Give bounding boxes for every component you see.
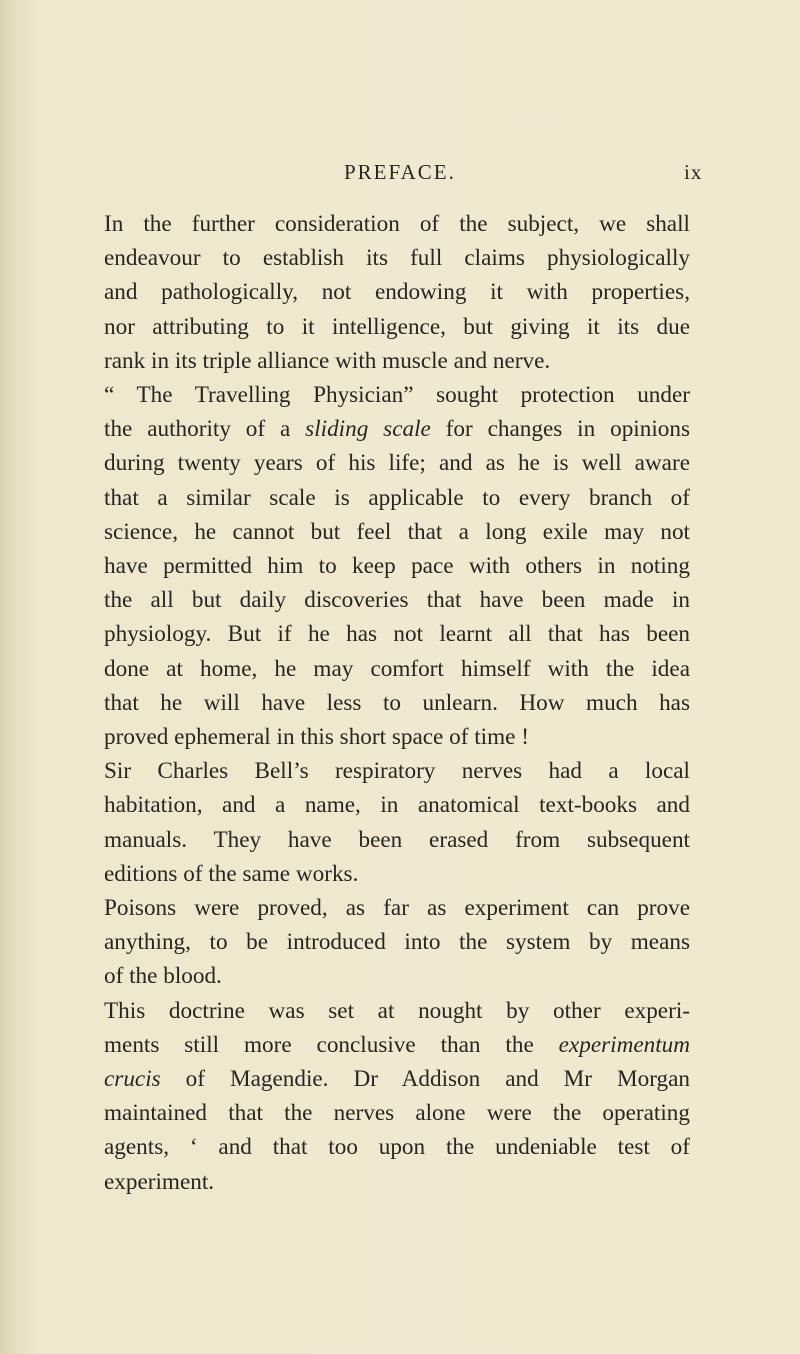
body-text bbox=[104, 207, 690, 1199]
italic-phrase: sliding scale bbox=[305, 416, 431, 443]
text-line: that he will have less to unlearn. How much has bbox=[104, 689, 690, 716]
text-line: nor attributing to it intelligence, but giving it its due bbox=[104, 313, 690, 340]
text-line bbox=[104, 1062, 690, 1096]
text-line: physiology. But if he has not learnt all that has been bbox=[104, 621, 690, 648]
text-line: have permitted him to keep pace with others in noting bbox=[104, 553, 690, 580]
line-text: ments still more conclusive than the bbox=[104, 1031, 559, 1058]
line-text: of Magendie. Dr Addison and Mr Morgan bbox=[160, 1066, 690, 1093]
text-line: Poisons were proved, as far as experiment can prove bbox=[104, 895, 690, 922]
text-line: Sir Charles Bell’s respiratory nerves had a local bbox=[104, 758, 690, 785]
text-line bbox=[104, 412, 690, 446]
text-line: experiment. bbox=[104, 1168, 215, 1195]
text-line: during twenty years of his life; and as he is well aware bbox=[104, 450, 690, 477]
text-line: that a similar scale is applicable to every branch of bbox=[104, 484, 690, 511]
text-line: “ The Travelling Physician” sought protection under bbox=[104, 382, 690, 409]
text-line: In the further consideration of the subject, we shall bbox=[104, 211, 690, 237]
text-line: habitation, and a name, in anatomical text-books and bbox=[104, 792, 690, 819]
italic-phrase: crucis bbox=[104, 1066, 161, 1093]
italic-phrase: experimentum bbox=[558, 1031, 690, 1058]
page-number: ix bbox=[684, 160, 703, 184]
text-line: the all but daily discoveries that have been made in bbox=[104, 587, 690, 614]
text-line: editions of the same works. bbox=[104, 860, 359, 887]
text-line: of the blood. bbox=[104, 963, 222, 990]
page-header bbox=[0, 160, 800, 190]
text-line: agents, ‘ and that too upon the undeniable test of bbox=[104, 1134, 690, 1161]
text-line: proved ephemeral in this short space of time ! bbox=[104, 724, 529, 751]
text-line: and pathologically, not endowing it with properties, bbox=[104, 279, 690, 306]
text-line: done at home, he may comfort himself with the idea bbox=[104, 655, 690, 682]
text-line: rank in its triple alliance with muscle and nerve. bbox=[104, 347, 551, 374]
text-line: endeavour to establish its full claims physiologically bbox=[104, 245, 690, 272]
text-line: This doctrine was set at nought by other experi- bbox=[104, 997, 690, 1024]
text-line bbox=[104, 1028, 690, 1062]
text-line: maintained that the nerves alone were the operating bbox=[104, 1100, 690, 1127]
text-line: manuals. They have been erased from subsequent bbox=[104, 826, 690, 853]
line-text: for changes in opinions bbox=[430, 416, 690, 443]
text-line: science, he cannot but feel that a long exile may not bbox=[104, 518, 690, 545]
running-title: PREFACE. bbox=[344, 160, 456, 184]
text-line: anything, to be introduced into the system by means bbox=[104, 929, 690, 956]
line-text: the authority of a bbox=[104, 416, 306, 443]
